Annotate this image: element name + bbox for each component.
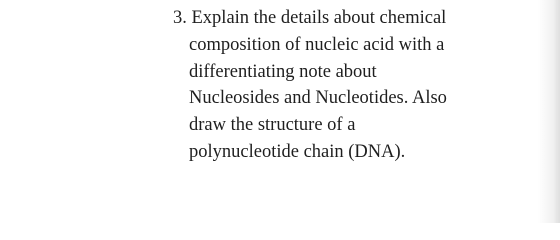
question-line: differentiating note about [189,61,377,82]
question-line: Nucleosides and Nucleotides. Also [189,88,447,109]
question-line: draw the structure of a [189,115,356,136]
question-line: 3. Explain the details about chemical [173,8,447,28]
page-edge-divider [556,0,557,223]
question-line: polynucleotide chain (DNA). [189,141,406,162]
question-line: composition of nucleic acid with a [189,34,445,55]
question-text [173,5,513,166]
